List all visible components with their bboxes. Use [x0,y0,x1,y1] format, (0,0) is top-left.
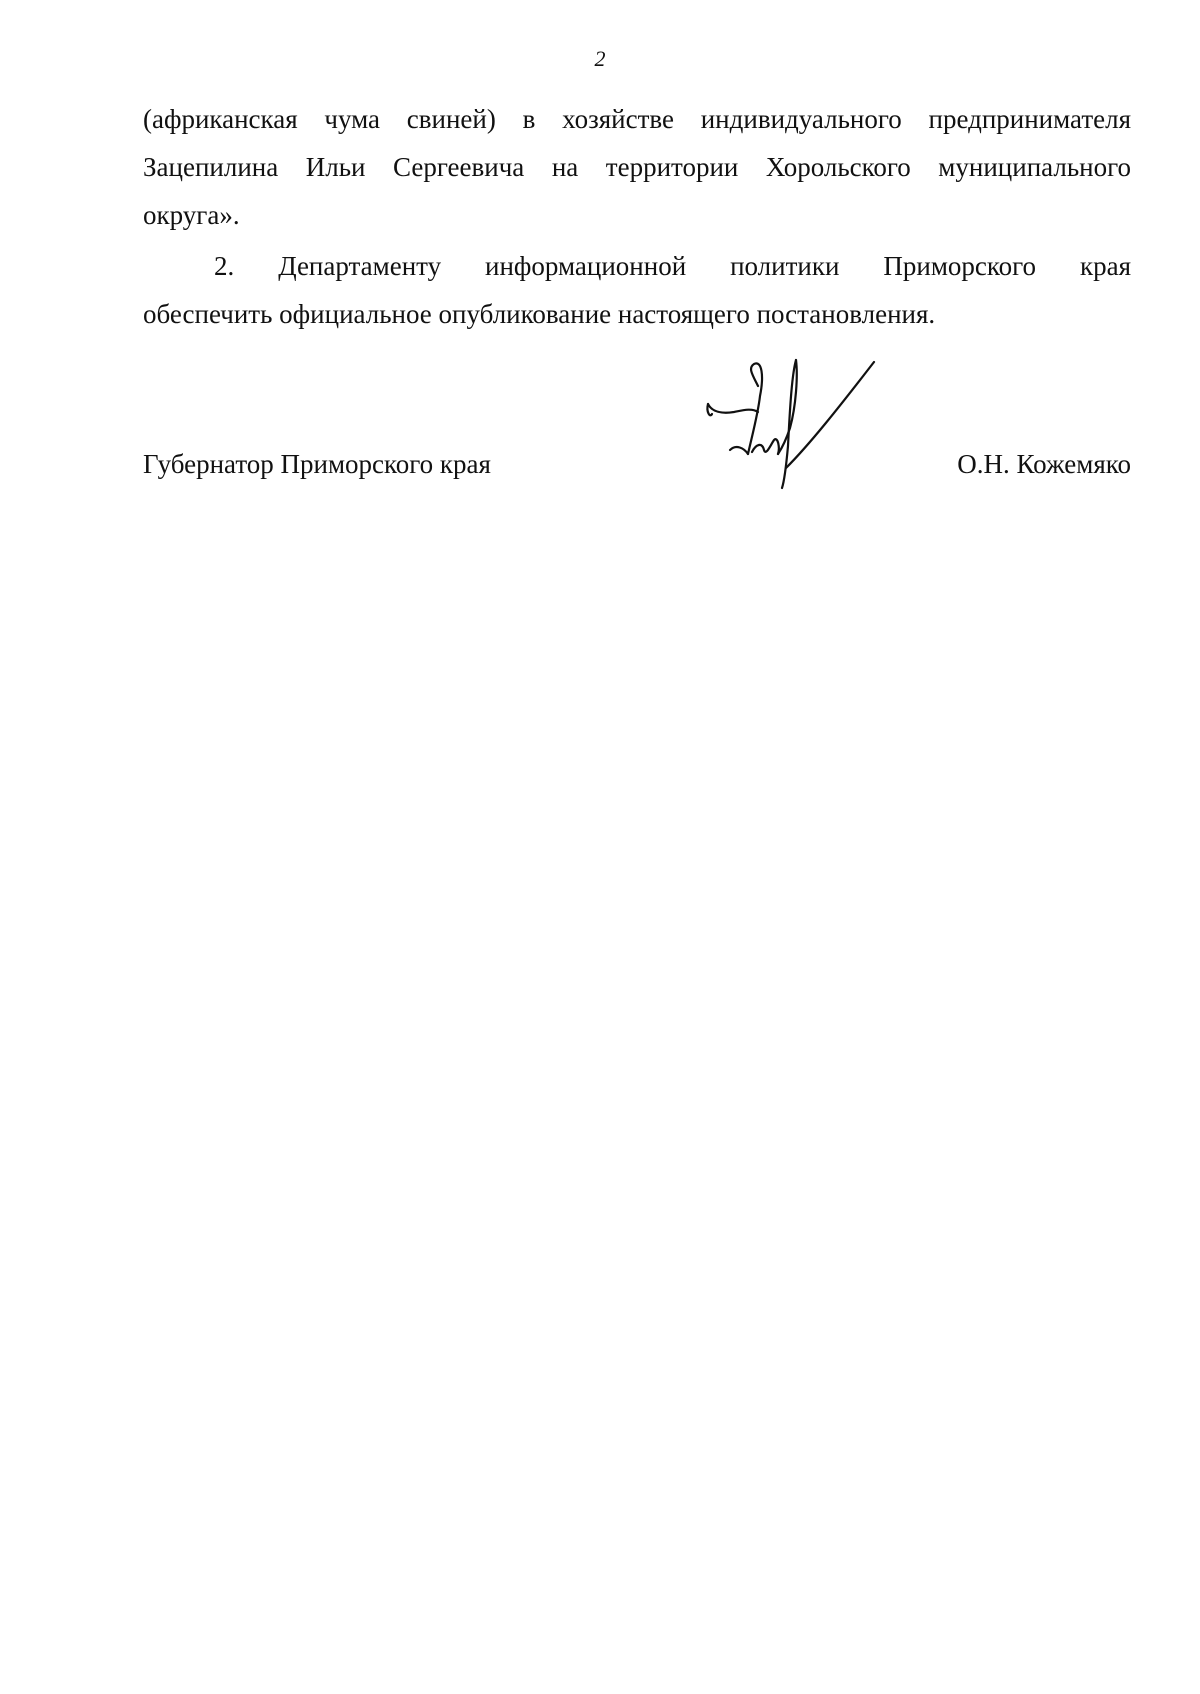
signatory-name: О.Н. Кожемяко [957,449,1131,479]
paragraph-line: Зацепилина Ильи Сергеевича на территории Хорольского муниципального [143,152,1131,182]
signature-row [143,440,1131,488]
paragraph-line: округа». [143,200,240,230]
item-text: Департаменту информационной политики Приморского края [278,251,1131,281]
handwritten-signature-icon [700,356,890,516]
paragraph-line: обеспечить официальное опубликование настоящего постановления. [143,299,936,329]
signatory-title: Губернатор Приморского края [143,449,491,479]
paragraph-line: (африканская чума свиней) в хозяйстве индивидуального предпринимателя [143,104,1131,134]
page-number: 2 [594,46,606,71]
item-number: 2. [214,251,235,281]
continuation-paragraph [143,95,1131,239]
paragraph-line [143,242,1131,290]
item-2-paragraph [143,242,1131,338]
